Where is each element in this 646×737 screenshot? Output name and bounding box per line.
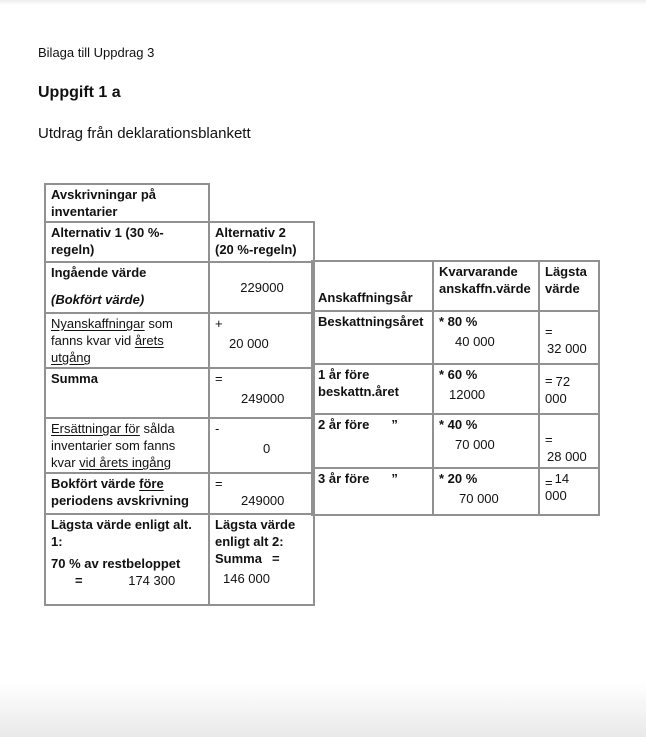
cell-lowest-1: = 72 000 <box>539 364 599 414</box>
empty-page-area <box>209 184 314 222</box>
cell-lowest-2: = 28 000 <box>539 414 599 468</box>
cell-year-3: 3 år före ” <box>312 468 433 515</box>
cell-nyanskaffningar-label: Nyanskaffningar som fanns kvar vid årets utgång <box>45 313 209 368</box>
cell-summa-value: = 249000 <box>209 368 314 418</box>
equals-sign: = <box>545 373 553 388</box>
cell-header-anskaffningsar: Anskaffningsår <box>312 261 433 311</box>
depreciation-table-left <box>44 183 315 606</box>
page-title: Uppgift 1 a <box>38 84 121 101</box>
depreciation-table-right <box>311 260 600 516</box>
cell-ersattningar-label: Ersättningar för sålda inventarier som fanns kvar vid årets ingång <box>45 418 209 473</box>
cell-header-lagsta-varde: Lägsta värde <box>539 261 599 311</box>
cell-pct-3: * 20 % 70 000 <box>433 468 539 515</box>
cell-ersattningar-value: - 0 <box>209 418 314 473</box>
cell-ingaende-value: 229000 <box>209 262 314 313</box>
top-edge-shadow <box>0 0 646 5</box>
cell-year-2: 2 år före ” <box>312 414 433 468</box>
cell-lagsta-alt1: Lägsta värde enligt alt. 1: 70 % av restbeloppet = 174 300 <box>45 514 209 605</box>
cell-lowest-3: = 14 000 <box>539 468 599 515</box>
page-subtitle: Utdrag från deklarationsblankett <box>38 125 251 142</box>
cell-summa-label: Summa <box>45 368 209 418</box>
cell-header-kvarvarande: Kvarvarande anskaffn.värde <box>433 261 539 311</box>
equals-sign: = <box>75 573 83 588</box>
cell-year-1: 1 år före beskattn.året <box>312 364 433 414</box>
cell-alt1-header: Alternativ 1 (30 %- regeln) <box>45 222 209 262</box>
equals-sign: = <box>545 475 553 490</box>
cell-ingaende-label: Ingående värde (Bokfört värde) <box>45 262 209 313</box>
cell-table-title: Avskrivningar på inventarier <box>45 184 209 222</box>
equals-sign: = <box>545 432 553 447</box>
bottom-edge-shadow <box>0 682 646 737</box>
cell-lowest-0: = 32 000 <box>539 311 599 364</box>
cell-pct-2: * 40 % 70 000 <box>433 414 539 468</box>
page-annex-line: Bilaga till Uppdrag 3 <box>38 45 155 60</box>
equals-sign: = <box>271 551 280 566</box>
cell-lagsta-alt2: Lägsta värde enligt alt 2: Summa = 146 000 <box>209 514 314 605</box>
cell-nyanskaffningar-value: + 20 000 <box>209 313 314 368</box>
cell-bokfort-label: Bokfört värde före periodens avskrivning <box>45 473 209 514</box>
ditto-mark: ” <box>391 471 398 486</box>
equals-sign: = <box>545 324 553 339</box>
ditto-mark: ” <box>391 417 398 432</box>
cell-pct-0: * 80 % 40 000 <box>433 311 539 364</box>
cell-bokfort-value: = 249000 <box>209 473 314 514</box>
cell-year-0: Beskattningsåret <box>312 311 433 364</box>
cell-pct-1: * 60 % 12000 <box>433 364 539 414</box>
cell-alt2-header: Alternativ 2 (20 %-regeln) <box>209 222 314 262</box>
